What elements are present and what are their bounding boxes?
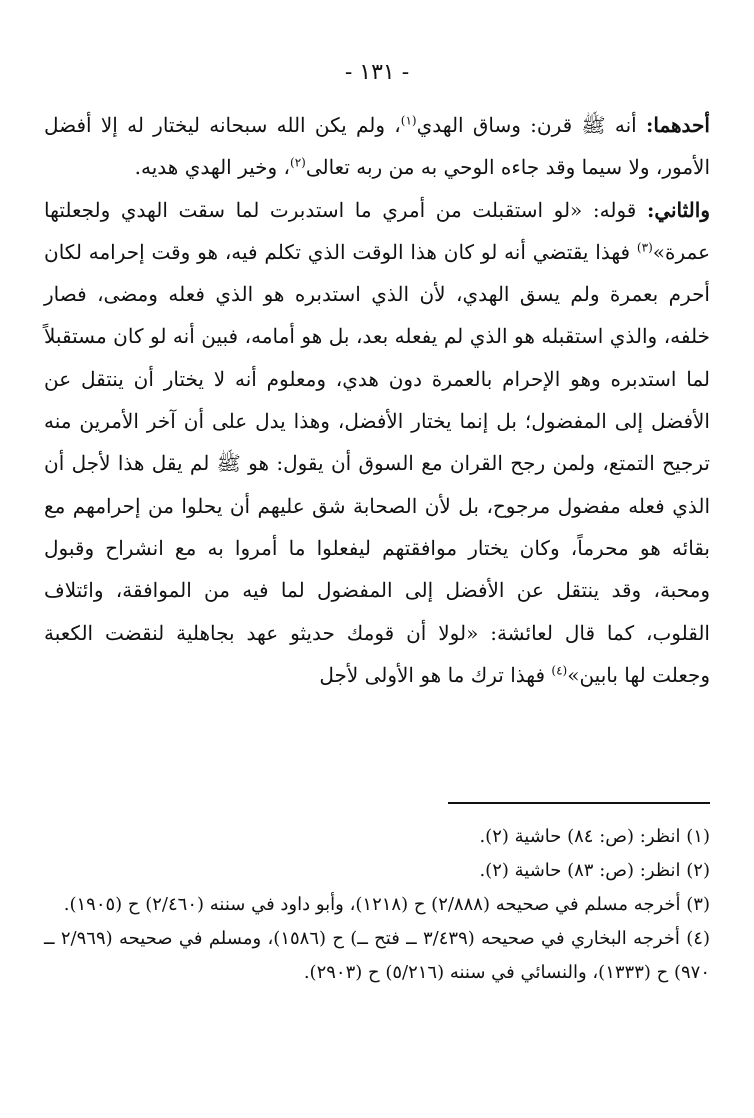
- footnote-reference[interactable]: (٢): [290, 155, 306, 170]
- page-number: - ١٣١ -: [344, 60, 410, 85]
- footnote-reference[interactable]: (١): [400, 113, 417, 128]
- footnote-item: (٢) انظر: (ص: ٨٣) حاشية (٢).: [479, 860, 710, 881]
- footnote-item: (١) انظر: (ص: ٨٤) حاشية (٢).: [479, 826, 710, 847]
- paragraph-first-point: [44, 104, 710, 189]
- footnote-divider: [448, 802, 710, 804]
- paragraph-lead: والثاني:: [646, 197, 710, 222]
- text-segment: أنه ﷺ قرن: وساق الهدي: [416, 113, 646, 137]
- footnote-reference[interactable]: (٤): [551, 663, 568, 678]
- paragraph-lead: أحدهما:: [645, 113, 710, 137]
- paragraph-second-point: [44, 189, 710, 697]
- text-segment: ، ولم يكن الله سبحانه ليختار له إلا أفضل الأمور، ولا سيما وقد جاءه الوحي به من ربه تعالى: [44, 113, 710, 180]
- footnotes-section: [44, 820, 710, 990]
- footnote-item: (٣) أخرجه مسلم في صحيحه (٢/٨٨٨) ح (١٢١٨)، وأبو داود في سننه (٢/٤٦٠) ح (١٩٠٥).: [63, 894, 710, 915]
- text-segment: قوله: «لو استقبلت من أمري ما استدبرت لما سقت الهدي ولجعلتها عمرة»: [44, 197, 710, 264]
- footnote-reference[interactable]: (٣): [636, 240, 653, 255]
- text-segment: فهذا يقتضي أنه لو كان هذا الوقت الذي تكلم فيه، هو وقت إحرامه لكان أحرم بعمرة ولم يسق الهدي، لأن الذي استدبره هو الذي فعله ومضى، فصار خلفه، والذي استقبله هو الذي لم يفعله بعد، بل هو أمامه، فبين أنه لو كان مستقبلاً لما استدبره وهو الإحرام بالعمرة دون هدي، ومعلوم أنه لا يختار أن ينتقل عن الأفضل إلى المفضول؛ بل إنما يختار الأفضل، وهذا يدل على أن آخر الأمرين منه ترجيح التمتع، ولمن رجح القران مع السوق أن يقول: هو ﷺ لم يقل هذا لأجل أن الذي فعله مفضول مرجوح، بل لأن الصحابة شق عليهم أن يحلوا من إحرامهم مع بقائه هو محرماً، وكان يختار موافقتهم ليفعلوا ما أمروا به مع انشراح وقبول ومحبة، وقد ينتقل عن الأفضل إلى المفضول لما فيه من الموافقة، وائتلاف القلوب، كما قال لعائشة: «لولا أن قومك حديثو عهد بجاهلية لنقضت الكعبة وجعلت لها بابين»: [44, 239, 710, 687]
- main-text: [44, 104, 710, 696]
- footnote-item: (٤) أخرجه البخاري في صحيحه (٣/٤٣٩ ــ فتح ــ) ح (١٥٨٦)، ومسلم في صحيحه (٢/٩٦٩ ــ ٩٧٠) ح (١٣٣٣)، والنسائي في سننه (٥/٢١٦) ح (٢٩٠٣).: [44, 928, 710, 983]
- text-segment: فهذا ترك ما هو الأولى لأجل: [319, 662, 552, 687]
- text-segment: ، وخير الهدي هديه.: [134, 155, 290, 180]
